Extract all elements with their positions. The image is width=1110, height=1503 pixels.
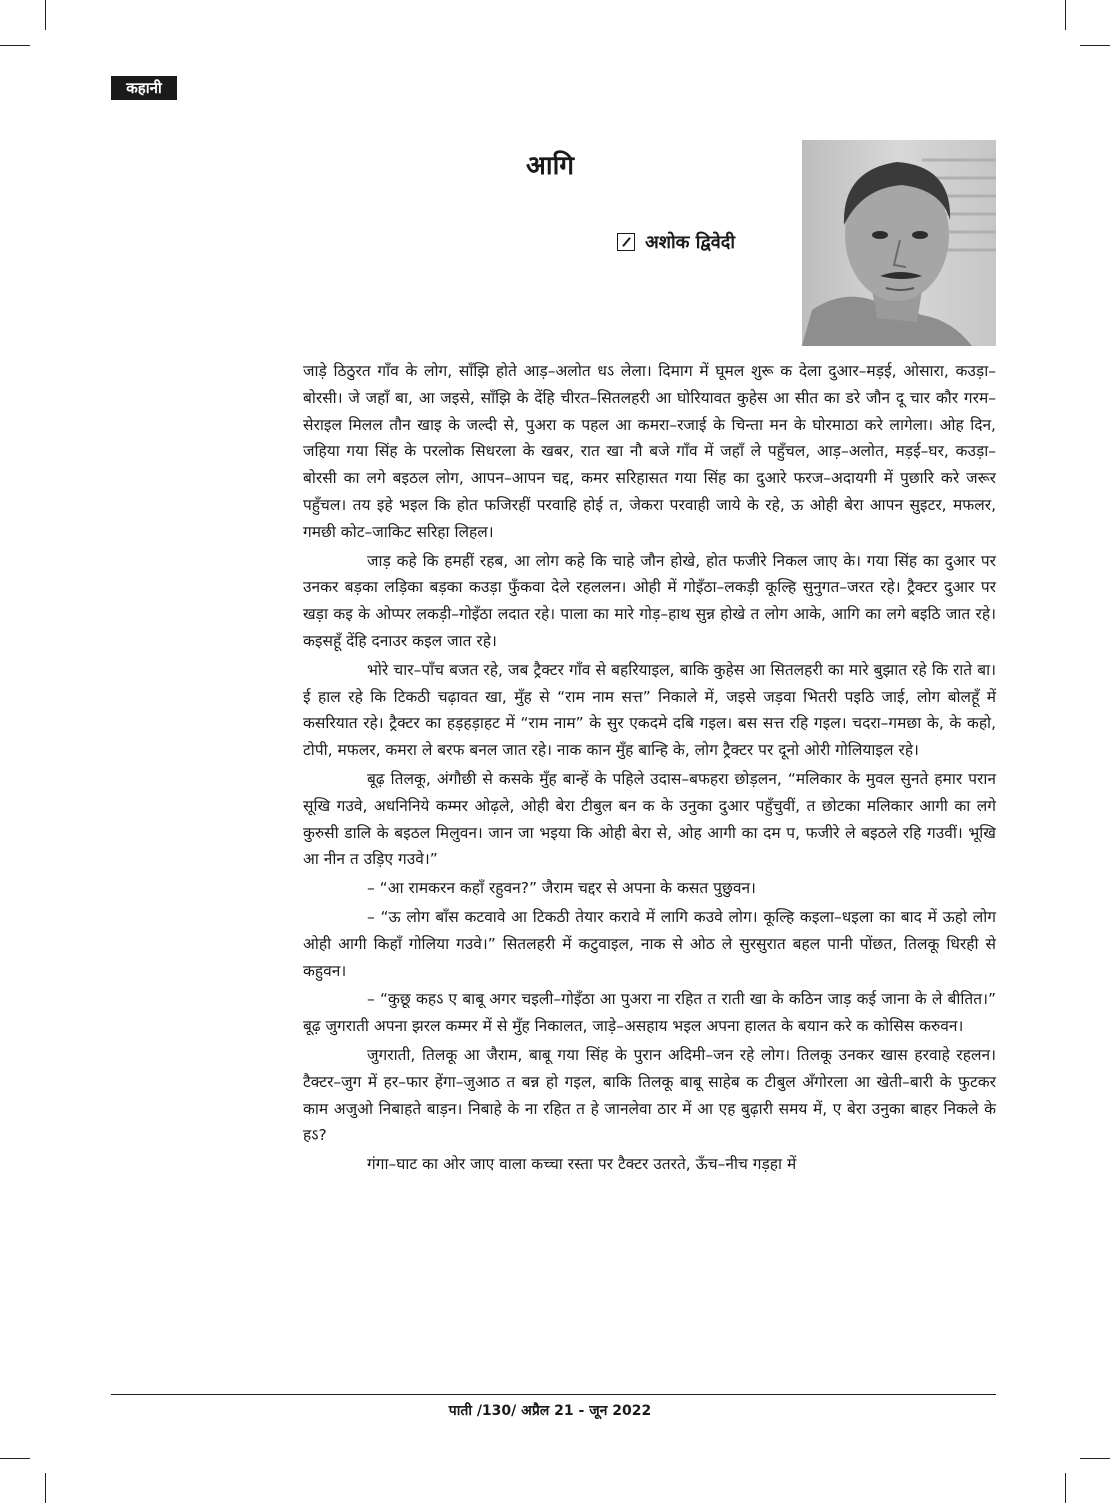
paragraph: जाड़े ठिठुरत गाँव के लोग, साँझि होते आड़–अलोत धऽ लेला। दिमाग में घूमल शुरू क देला दुआर–मड़ई, ओसारा, कउड़ा–बोरसी। जे जहाँ बा, आ जइसे, साँझि के देंहि चीरत–सितलहरी आ घोरियावत कुहेस आ सीत का डरे जौन दू चार कौर गरम–सेराइल मिलल तौन खाइ के जल्दी से, पुअरा क पहल आ कमरा–रजाई के चिन्ता मन के घोरमाठा करे लागेला। ओह दिन, जहिया गया सिंह के परलोक सिधरला के खबर, रात खा नौ बजे गाँव में जहाँ ले पहुँचल, आड़–अलोत, मड़ई–घर, कउड़ा–बोरसी का लगे बइठल लोग, आपन–आपन चद्द, कमर सरिहासत गया सिंह का दुआरे फरज–अदायगी में पुछारि करे जरूर पहुँचल। तय इहे भइल कि होत फजिरहीं परवाहि होई त, जेकरा परवाही जाये के रहे, ऊ ओही बेरा आपन सुइटर, मफलर, गमछी कोट–जाकिट सरिहा लिहल। xyxy=(303,362,996,541)
page-footer: पाती /130/ अप्रैल 21 - जून 2022 xyxy=(448,1403,652,1419)
crop-mark xyxy=(1080,1458,1110,1459)
author-name: अशोक द्विवेदी xyxy=(645,232,735,253)
paragraph: गंगा–घाट का ओर जाए वाला कच्चा रस्ता पर टैक्टर उतरते, ऊँच–नीच गड़हा में xyxy=(367,1155,797,1174)
byline xyxy=(617,230,735,254)
dialogue-line: – “कुछू कहऽ ए बाबू अगर चइली–गोइँठा आ पुअरा ना रहित त राती खा के कठिन जाड़ कई जाना के ले बीतित।” बूढ़ जुगराती अपना झरल कम्मर में से मुँह निकालत, जाड़े–असहाय भइल अपना हालत के बयान करे क कोसिस करुवन। xyxy=(303,990,996,1036)
crop-mark xyxy=(45,0,46,30)
section-label: कहानी xyxy=(111,76,177,100)
paragraph: जुगराती, तिलकू आ जैराम, बाबू गया सिंह के पुरान अदिमी–जन रहे लोग। तिलकू उनकर खास हरवाहे रहलन। टैक्टर–जुग में हर–फार हेंगा–जुआठ त बन्न हो गइल, बाकि तिलकू बाबू साहेब क टीबुल अँगोरला आ खेती–बारी के फुटकर काम अजुओ निबाहते बाड़न। निबाहे के ना रहित त हे जानलेवा ठार में आ एह बुढ़ारी समय में, ए बेरा उनुका बाहर निकले के हऽ? xyxy=(303,1045,996,1145)
crop-mark xyxy=(1065,1473,1066,1503)
paragraph: बूढ़ तिलकू, अंगौछी से कसके मुँह बान्हें के पहिले उदास–बफहरा छोड़लन, “मलिकार के मुवल सुनते हमार परान सूखि गउवे, अधनिनिये कम्मर ओढ़ले, ओही बेरा टीबुल बन क के उनुका दुआर पहुँचुवीं, त छोटका मलिकार आगी का लगे कुरुसी डालि के बइठल मिलुवन। जान जा भइया कि ओही बेरा से, ओह आगी का दम प, फजीरे ले बइठले रहि गउवीं। भूखि आ नीन त उड़िए गउवे।” xyxy=(303,769,996,869)
crop-mark xyxy=(45,1473,46,1503)
dialogue-line: – “आ रामकरन कहाँ रहुवन?” जैराम चद्दर से अपना के कसत पुछुवन। xyxy=(367,879,756,898)
paragraph: जाड़ कहे कि हमहीं रहब, आ लोग कहे कि चाहे जौन होखे, होत फजीरे निकल जाए के। गया सिंह का दुआर पर उनकर बड़का लड़िका बड़का कउड़ा फुँकवा देले रहललन। ओही में गोइँठा–लकड़ी कूल्हि सुनुगत–जरत रहे। ट्रैक्टर दुआर पर खड़ा कइ के ओप्पर लकड़ी–गोइँठा लदात रहे। पाला का मारे गोड़–हाथ सुन्न होखे त लोग आके, आगि का लगे बइठि जात रहे। कइसहूँ देंहि दनाउर कइल जात रहे। xyxy=(303,551,996,650)
pen-icon xyxy=(617,233,635,251)
crop-mark xyxy=(0,1458,30,1459)
crop-mark xyxy=(1065,0,1066,30)
footer-divider xyxy=(111,1394,996,1395)
crop-mark xyxy=(1080,45,1110,46)
dialogue-line: – “ऊ लोग बाँस कटवावे आ टिकठी तेयार करावे में लागि कउवे लोग। कूल्हि कइला–धइला का बाद में ऊहो लोग ओही आगी किहाँ गोलिया गउवे।” सितलहरी में कटुवाइल, नाक से ओठ ले सुरसुरात बहल पानी पोंछत, तिलकू धिरही से कहुवन। xyxy=(303,907,996,980)
crop-mark xyxy=(0,45,30,46)
paragraph: भोरे चार–पाँच बजत रहे, जब ट्रैक्टर गाँव से बहरियाइल, बाकि कुहेस आ सितलहरी का मारे बुझात रहे कि राते बा। ई हाल रहे कि टिकठी चढ़ावत खा, मुँह से “राम नाम सत्त” निकाले में, जइसे जड़वा भितरी पइठि जाई, लोग बोलहूँ में कसरियात रहे। ट्रैक्टर का हड़हड़ाहट में “राम नाम” के सुर एकदमे दबि गइल। बस सत्त रहि गइल। चदरा–गमछा के, के कहो, टोपी, मफलर, कमरा ले बरफ बनल जात रहे। नाक कान मुँह बान्हि के, लोग ट्रैक्टर पर दूनो ओरी गोलियाइल रहे। xyxy=(303,660,996,760)
story-body xyxy=(303,358,996,1180)
story-title: आगि xyxy=(526,151,574,181)
author-photo xyxy=(802,140,996,346)
author-portrait-image xyxy=(802,140,996,346)
